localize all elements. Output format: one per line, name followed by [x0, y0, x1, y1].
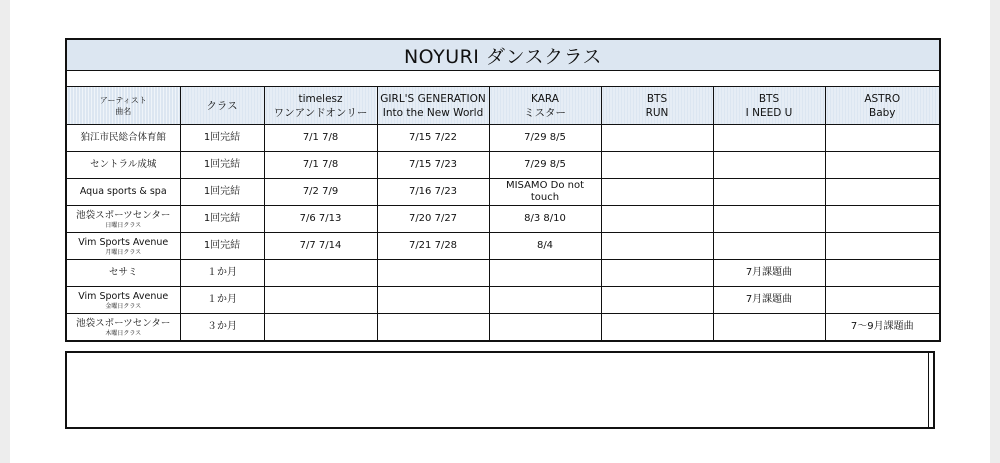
header-song-artist: GIRL'S GENERATION [380, 92, 486, 105]
schedule-cell [377, 287, 489, 314]
table-row [67, 260, 939, 287]
table-row [67, 125, 939, 152]
venue-name: Aqua sports & spa [79, 186, 167, 197]
header-song-5 [825, 87, 939, 125]
schedule-cell: 7/6 7/13 [264, 206, 377, 233]
schedule-cell [601, 206, 713, 233]
schedule-cell: 7/20 7/27 [377, 206, 489, 233]
header-song-title: RUN [645, 106, 669, 119]
header-song-2 [489, 87, 601, 125]
header-song-4 [713, 87, 825, 125]
class-cell: 1回完結 [180, 179, 264, 206]
venue-cell [67, 260, 180, 287]
header-artist-label: アーティスト [99, 95, 147, 105]
schedule-cell [713, 179, 825, 206]
table-row [67, 206, 939, 233]
schedule-cell: 7/16 7/23 [377, 179, 489, 206]
schedule-cell [825, 206, 939, 233]
schedule-cell [825, 179, 939, 206]
notes-box [65, 351, 935, 429]
schedule-cell [601, 287, 713, 314]
venue-name: セントラル成城 [90, 159, 157, 170]
class-cell: 1回完結 [180, 206, 264, 233]
header-song-title: ワンアンドオンリー [273, 106, 368, 119]
schedule-cell: MISAMO Do not touch [489, 179, 601, 206]
table-row [67, 152, 939, 179]
schedule-cell [713, 125, 825, 152]
schedule-cell: 8/3 8/10 [489, 206, 601, 233]
schedule-sheet [65, 38, 941, 342]
table-row [67, 287, 939, 314]
schedule-cell [264, 260, 377, 287]
venue-cell [67, 206, 180, 233]
venue-day-label: 金曜日クラス [105, 302, 142, 310]
sheet-title: NOYURI ダンスクラス [67, 40, 939, 71]
table-row [67, 179, 939, 206]
venue-cell [67, 179, 180, 206]
header-song-artist: BTS [758, 92, 780, 105]
schedule-cell [601, 260, 713, 287]
venue-cell [67, 152, 180, 179]
schedule-cell [601, 152, 713, 179]
schedule-cell [489, 314, 601, 341]
schedule-cell [825, 152, 939, 179]
table-row [67, 314, 939, 341]
header-artist-song [67, 87, 180, 125]
venue-name: 池袋スポーツセンター [76, 317, 171, 329]
schedule-cell: 8/4 [489, 233, 601, 260]
schedule-cell: 7/2 7/9 [264, 179, 377, 206]
venue-name: Vim Sports Avenue [78, 290, 169, 302]
document-page [10, 0, 990, 463]
header-song-title: I NEED U [745, 106, 793, 119]
venue-day-label: 日曜日クラス [105, 221, 142, 229]
venue-day-label: 木曜日クラス [105, 329, 142, 337]
header-song-0 [264, 87, 377, 125]
schedule-cell: 7/21 7/28 [377, 233, 489, 260]
schedule-cell [264, 314, 377, 341]
schedule-cell [601, 125, 713, 152]
venue-day-label: 月曜日クラス [105, 248, 142, 256]
schedule-cell [825, 233, 939, 260]
schedule-cell: 7/1 7/8 [264, 125, 377, 152]
header-song-title: ミスター [524, 106, 566, 119]
table-row [67, 233, 939, 260]
header-song-artist: KARA [531, 92, 559, 105]
schedule-cell: 7/7 7/14 [264, 233, 377, 260]
schedule-cell: 7月課題曲 [713, 260, 825, 287]
blank-row [67, 71, 939, 87]
venue-cell [67, 287, 180, 314]
venue-name: Vim Sports Avenue [78, 236, 169, 248]
class-cell: １か月 [180, 260, 264, 287]
schedule-cell [713, 152, 825, 179]
schedule-cell [825, 287, 939, 314]
schedule-cell [377, 260, 489, 287]
schedule-cell [601, 314, 713, 341]
venue-name: 狛江市民総合体育館 [80, 132, 166, 143]
schedule-cell [264, 287, 377, 314]
header-song-1 [377, 87, 489, 125]
schedule-cell: 7～9月課題曲 [825, 314, 939, 341]
schedule-cell [713, 206, 825, 233]
table-body [67, 125, 939, 341]
schedule-cell [825, 125, 939, 152]
venue-cell [67, 125, 180, 152]
schedule-cell: 7/29 8/5 [489, 152, 601, 179]
venue-name: 池袋スポーツセンター [76, 209, 171, 221]
schedule-cell [601, 233, 713, 260]
header-song-artist: BTS [646, 92, 668, 105]
schedule-cell: 7月課題曲 [713, 287, 825, 314]
schedule-cell: 7/29 8/5 [489, 125, 601, 152]
schedule-cell [377, 314, 489, 341]
schedule-cell [825, 260, 939, 287]
schedule-cell [489, 287, 601, 314]
schedule-cell [713, 314, 825, 341]
venue-name: セサミ [108, 267, 138, 278]
venue-cell [67, 314, 180, 341]
schedule-cell [489, 260, 601, 287]
class-cell: 1回完結 [180, 152, 264, 179]
header-song-label: 曲名 [115, 106, 132, 116]
schedule-cell: 7/15 7/22 [377, 125, 489, 152]
class-cell: ３か月 [180, 314, 264, 341]
header-song-artist: timelesz [298, 92, 343, 105]
class-cell: １か月 [180, 287, 264, 314]
header-song-title: Into the New World [382, 106, 484, 119]
venue-cell [67, 233, 180, 260]
schedule-cell [713, 233, 825, 260]
header-row [67, 87, 939, 125]
schedule-cell [601, 179, 713, 206]
header-class: クラス [180, 87, 264, 125]
header-song-3 [601, 87, 713, 125]
header-song-artist: ASTRO [864, 92, 901, 105]
schedule-table [67, 87, 939, 340]
class-cell: 1回完結 [180, 233, 264, 260]
schedule-cell: 7/1 7/8 [264, 152, 377, 179]
header-song-title: Baby [868, 106, 896, 119]
class-cell: 1回完結 [180, 125, 264, 152]
schedule-cell: 7/15 7/23 [377, 152, 489, 179]
